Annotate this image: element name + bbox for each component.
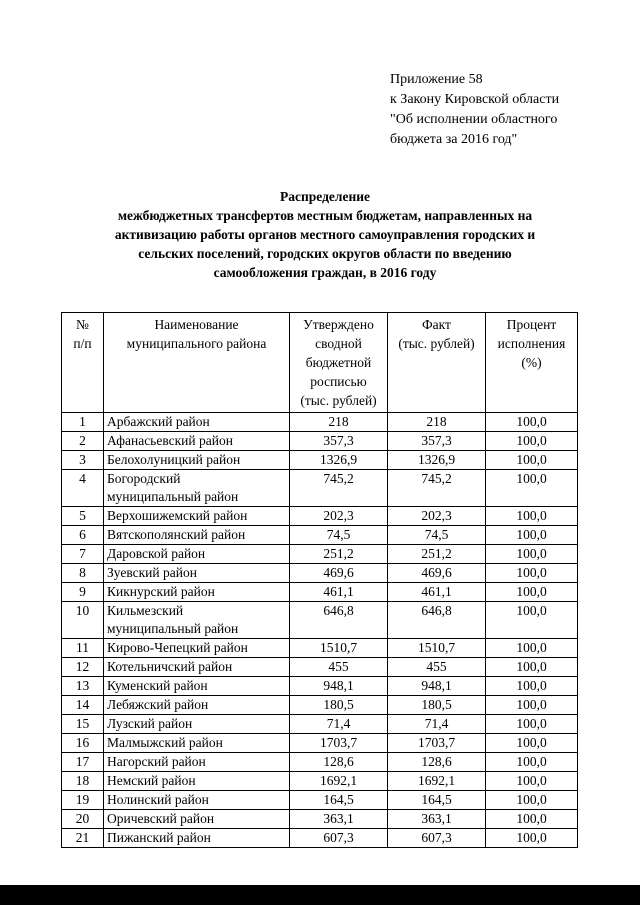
row-number: 2 (62, 432, 104, 451)
district-name-line: Пижанский район (107, 830, 211, 845)
fact-value: 202,3 (388, 507, 486, 526)
percent-value: 100,0 (486, 470, 578, 507)
approved-value: 1703,7 (290, 734, 388, 753)
district-name (104, 639, 290, 658)
header-line: сводной (315, 336, 362, 351)
district-name-line: Верхошижемский район (107, 508, 248, 523)
fact-value: 745,2 (388, 470, 486, 507)
approved-value: 607,3 (290, 829, 388, 848)
header-num (62, 313, 104, 413)
district-name (104, 772, 290, 791)
district-name (104, 753, 290, 772)
row-number: 20 (62, 810, 104, 829)
approved-value: 469,6 (290, 564, 388, 583)
district-name-line: Малмыжский район (107, 735, 223, 750)
row-number: 12 (62, 658, 104, 677)
district-name (104, 413, 290, 432)
district-name (104, 583, 290, 602)
table-row (62, 545, 578, 564)
fact-value: 74,5 (388, 526, 486, 545)
approved-value: 128,6 (290, 753, 388, 772)
percent-value: 100,0 (486, 753, 578, 772)
row-number: 18 (62, 772, 104, 791)
document-title (60, 187, 590, 282)
table-row (62, 658, 578, 677)
fact-value: 357,3 (388, 432, 486, 451)
header-name (104, 313, 290, 413)
title-line: активизацию работы органов местного самоуправления городских и (114, 227, 536, 242)
percent-value: 100,0 (486, 810, 578, 829)
district-name-line: муниципальный район (107, 489, 239, 504)
table-row (62, 564, 578, 583)
header-line: № (76, 317, 89, 332)
row-number: 11 (62, 639, 104, 658)
fact-value: 461,1 (388, 583, 486, 602)
fact-value: 128,6 (388, 753, 486, 772)
title-line: сельских поселений, городских округов области по введению (138, 246, 512, 261)
table-row (62, 413, 578, 432)
percent-value: 100,0 (486, 564, 578, 583)
district-name-line: Нолинский район (107, 792, 209, 807)
title-line: межбюджетных трансфертов местным бюджетам, направленных на (117, 208, 533, 223)
district-name-line: муниципальный район (107, 621, 239, 636)
row-number: 1 (62, 413, 104, 432)
district-name (104, 658, 290, 677)
scan-bottom-edge (0, 885, 640, 905)
approved-value: 357,3 (290, 432, 388, 451)
district-name (104, 602, 290, 639)
table-row (62, 526, 578, 545)
district-name-line: Белохолуницкий район (107, 452, 241, 467)
row-number: 9 (62, 583, 104, 602)
row-number: 7 (62, 545, 104, 564)
district-name-line: Немский район (107, 773, 196, 788)
district-name-line: Лузский район (107, 716, 193, 731)
table-row (62, 696, 578, 715)
fact-value: 164,5 (388, 791, 486, 810)
header-line: Факт (422, 317, 451, 332)
appendix-line: бюджета за 2016 год" (390, 132, 518, 147)
district-name (104, 810, 290, 829)
district-name (104, 734, 290, 753)
district-name-line: Зуевский район (107, 565, 197, 580)
fact-value: 71,4 (388, 715, 486, 734)
district-name-line: Куменский район (107, 678, 208, 693)
fact-value: 218 (388, 413, 486, 432)
percent-value: 100,0 (486, 677, 578, 696)
appendix-line: "Об исполнении областного (390, 112, 558, 127)
district-name (104, 829, 290, 848)
header-line: Наименование (154, 317, 239, 332)
district-name (104, 507, 290, 526)
approved-value: 461,1 (290, 583, 388, 602)
percent-value: 100,0 (486, 791, 578, 810)
header-line: (%) (521, 355, 542, 370)
percent-value: 100,0 (486, 545, 578, 564)
district-name-line: Кирово-Чепецкий район (107, 640, 248, 655)
approved-value: 180,5 (290, 696, 388, 715)
transfers-table (61, 312, 578, 848)
table-row (62, 451, 578, 470)
approved-value: 646,8 (290, 602, 388, 639)
header-line: Процент (506, 317, 557, 332)
district-name-line: Афанасьевский район (107, 433, 233, 448)
approved-value: 1326,9 (290, 451, 388, 470)
header-line: Утверждено (303, 317, 374, 332)
fact-value: 1692,1 (388, 772, 486, 791)
approved-value: 948,1 (290, 677, 388, 696)
table-row (62, 791, 578, 810)
table-row (62, 715, 578, 734)
table-body (62, 413, 578, 848)
approved-value: 455 (290, 658, 388, 677)
header-fact (388, 313, 486, 413)
table-row (62, 829, 578, 848)
header-line: росписью (310, 374, 367, 389)
table-row (62, 507, 578, 526)
fact-value: 1510,7 (388, 639, 486, 658)
approved-value: 1692,1 (290, 772, 388, 791)
fact-value: 646,8 (388, 602, 486, 639)
row-number: 6 (62, 526, 104, 545)
table-row (62, 677, 578, 696)
row-number: 16 (62, 734, 104, 753)
district-name-line: Оричевский район (107, 811, 215, 826)
row-number: 3 (62, 451, 104, 470)
district-name-line: Даровской район (107, 546, 206, 561)
row-number: 21 (62, 829, 104, 848)
district-name (104, 470, 290, 507)
fact-value: 948,1 (388, 677, 486, 696)
appendix-reference (390, 70, 559, 150)
percent-value: 100,0 (486, 639, 578, 658)
district-name (104, 545, 290, 564)
header-approved (290, 313, 388, 413)
district-name (104, 564, 290, 583)
table-row (62, 432, 578, 451)
district-name-line: Лебяжский район (107, 697, 209, 712)
header-line: исполнения (497, 336, 566, 351)
percent-value: 100,0 (486, 413, 578, 432)
approved-value: 745,2 (290, 470, 388, 507)
table-row (62, 753, 578, 772)
district-name (104, 677, 290, 696)
fact-value: 180,5 (388, 696, 486, 715)
fact-value: 455 (388, 658, 486, 677)
table-row (62, 639, 578, 658)
table-row (62, 772, 578, 791)
row-number: 14 (62, 696, 104, 715)
table-row (62, 734, 578, 753)
percent-value: 100,0 (486, 658, 578, 677)
fact-value: 469,6 (388, 564, 486, 583)
district-name (104, 432, 290, 451)
district-name (104, 696, 290, 715)
district-name (104, 791, 290, 810)
district-name-line: Арбажский район (107, 414, 210, 429)
table-row (62, 602, 578, 639)
header-line: бюджетной (305, 355, 372, 370)
district-name-line: Нагорский район (107, 754, 206, 769)
fact-value: 251,2 (388, 545, 486, 564)
district-name-line: Богородский (107, 471, 181, 486)
approved-value: 202,3 (290, 507, 388, 526)
approved-value: 1510,7 (290, 639, 388, 658)
district-name-line: Вятскополянский район (107, 527, 246, 542)
appendix-line: к Закону Кировской области (390, 92, 560, 107)
approved-value: 71,4 (290, 715, 388, 734)
district-name-line: Котельничский район (107, 659, 233, 674)
percent-value: 100,0 (486, 526, 578, 545)
approved-value: 218 (290, 413, 388, 432)
row-number: 5 (62, 507, 104, 526)
district-name (104, 451, 290, 470)
row-number: 15 (62, 715, 104, 734)
header-line: (тыс. рублей) (300, 393, 377, 408)
percent-value: 100,0 (486, 715, 578, 734)
table-header-row (62, 313, 578, 413)
header-percent (486, 313, 578, 413)
percent-value: 100,0 (486, 602, 578, 639)
percent-value: 100,0 (486, 734, 578, 753)
fact-value: 607,3 (388, 829, 486, 848)
district-name (104, 715, 290, 734)
table-row (62, 470, 578, 507)
approved-value: 251,2 (290, 545, 388, 564)
appendix-line: Приложение 58 (390, 72, 483, 87)
fact-value: 1326,9 (388, 451, 486, 470)
row-number: 13 (62, 677, 104, 696)
approved-value: 164,5 (290, 791, 388, 810)
percent-value: 100,0 (486, 451, 578, 470)
header-line: муниципального района (126, 336, 267, 351)
district-name (104, 526, 290, 545)
percent-value: 100,0 (486, 507, 578, 526)
percent-value: 100,0 (486, 432, 578, 451)
approved-value: 74,5 (290, 526, 388, 545)
district-name-line: Кикнурский район (107, 584, 215, 599)
percent-value: 100,0 (486, 829, 578, 848)
district-name-line: Кильмезский (107, 603, 184, 618)
header-line: п/п (73, 336, 92, 351)
table-row (62, 810, 578, 829)
approved-value: 363,1 (290, 810, 388, 829)
fact-value: 363,1 (388, 810, 486, 829)
row-number: 4 (62, 470, 104, 507)
row-number: 10 (62, 602, 104, 639)
percent-value: 100,0 (486, 772, 578, 791)
percent-value: 100,0 (486, 583, 578, 602)
row-number: 19 (62, 791, 104, 810)
fact-value: 1703,7 (388, 734, 486, 753)
row-number: 8 (62, 564, 104, 583)
title-line: Распределение (279, 189, 371, 204)
percent-value: 100,0 (486, 696, 578, 715)
table-row (62, 583, 578, 602)
row-number: 17 (62, 753, 104, 772)
header-line: (тыс. рублей) (398, 336, 475, 351)
title-line: самообложения граждан, в 2016 году (213, 265, 437, 280)
